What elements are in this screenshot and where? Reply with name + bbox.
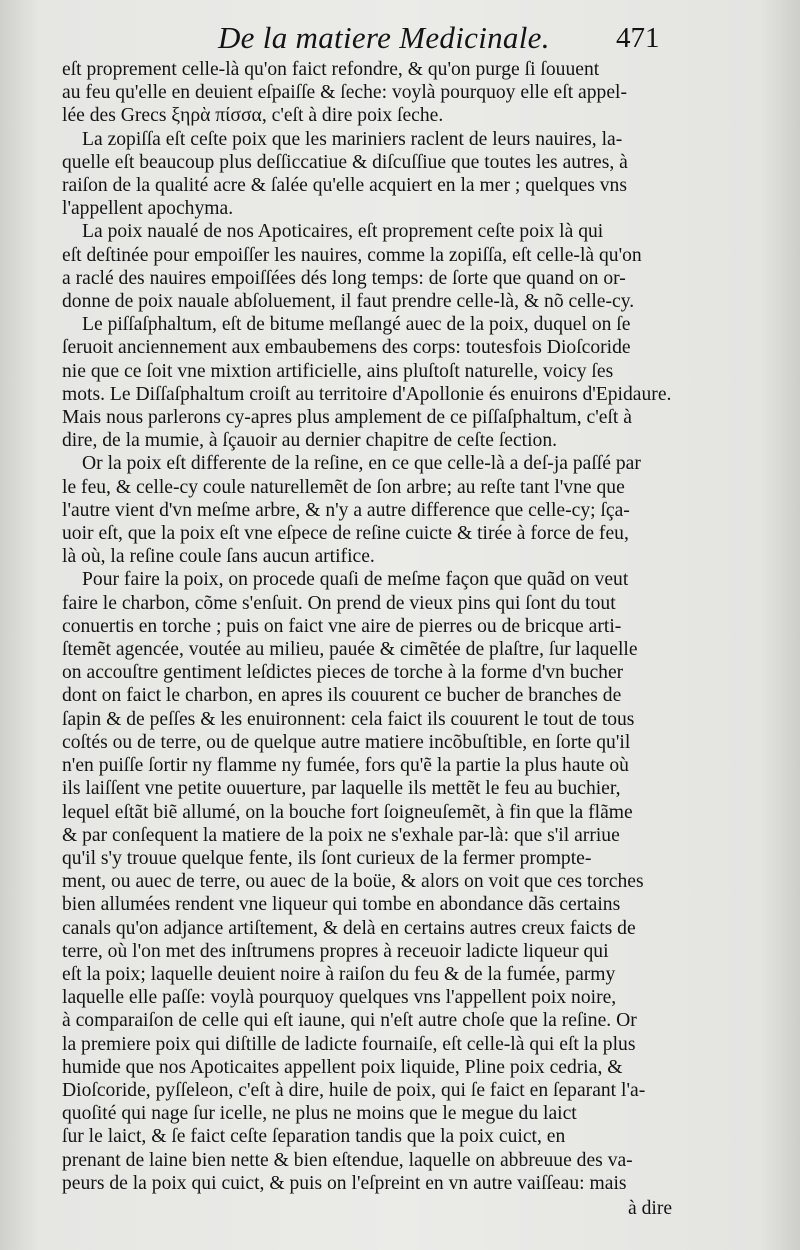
text-line: ment, ou auec de terre, ou auec de la boüe, & alors on voit que ces torches	[62, 871, 644, 893]
page-number: 471	[616, 22, 660, 54]
text-line: Dioſcoride, pyſſeleon, c'eſt à dire, huile de poix, qui ſe faict en ſeparant l'a-	[62, 1079, 646, 1101]
text-line: lequel eſtãt biẽ allumé, on la bouche fort ſoigneuſemẽt, à fin que la flãme	[62, 801, 633, 823]
text-line: faire le charbon, cõme s'enſuit. On prend de vieux pins qui ſont du tout	[62, 592, 616, 614]
text-line: peurs de la poix qui cuict, & puis on l'eſpreint en vn autre vaiſſeau: mais	[62, 1172, 627, 1194]
text-line: eſt proprement celle-là qu'on faict refondre, & qu'on purge ſi ſouuent	[62, 59, 600, 80]
text-line: lée des Grecs ξηρὰ πίσσα, c'eſt à dire poix ſeche.	[62, 105, 444, 127]
text-line: mots. Le Diſſaſphaltum croiſt au territoire d'Apollonie és enuirons d'Epidaure.	[62, 383, 672, 405]
page-header	[0, 18, 800, 58]
text-line: La zopiſſa eſt ceſte poix que les mariniers raclent de leurs nauires, la-	[82, 128, 623, 150]
text-line: l'appellent apochyma.	[62, 198, 234, 220]
paragraph	[62, 568, 684, 1194]
text-line: La poix naualé de nos Apoticaires, eſt proprement ceſte poix là qui	[82, 221, 604, 243]
text-line: l'autre vient d'vn meſme arbre, & n'y a autre difference que celle-cy; ſça-	[62, 499, 630, 521]
running-title: De la matiere Medicinale.	[218, 20, 550, 55]
text-line: bien allumées rendent vne liqueur qui tombe en abondance dãs certains	[62, 894, 621, 916]
text-line: Mais nous parlerons cy-apres plus amplement de ce piſſaſphaltum, c'eſt à	[62, 407, 632, 429]
text-line: prenant de laine bien nette & bien eſtendue, laquelle on abbreuue des va-	[62, 1149, 633, 1171]
text-line: eſt deſtinée pour empoiſſer les nauires, comme la zopiſſa, eſt celle-là qu'on	[62, 244, 642, 266]
text-line: au feu qu'elle en deuient eſpaiſſe & ſeche: voylà pourquoy elle eſt appel-	[62, 82, 627, 104]
text-line: Or la poix eſt differente de la reſine, en ce que celle-là a deſ-ja paſſé par	[82, 453, 641, 475]
text-line: ſtemẽt agencée, voutée au milieu, pauée & cimẽtée de plaſtre, ſur laquelle	[62, 639, 638, 661]
text-line: uoir eſt, que la poix eſt vne eſpece de reſine cuicte & tirée à force de feu,	[62, 523, 629, 545]
text-line: quelle eſt beaucoup plus deſſiccatiue & diſcuſſiue que toutes les autres, à	[62, 151, 628, 173]
text-line: dire, de la mumie, à ſçauoir au dernier chapitre de ceſte ſection.	[62, 430, 558, 452]
paragraph	[62, 58, 684, 128]
body-text	[62, 58, 684, 1195]
text-line: dont on faict le charbon, en apres ils couurent ce bucher de branches de	[62, 685, 622, 707]
text-line: terre, où l'on met des inſtrumens propres à receuoir ladicte liqueur qui	[62, 940, 609, 962]
text-line: laquelle elle paſſe: voylà pourquoy quelques vns l'appellent poix noire,	[62, 987, 617, 1009]
text-line: là où, la reſine coule ſans aucun artifice.	[62, 546, 375, 568]
catchword: à dire	[628, 1198, 673, 1219]
text-line: canals qu'on adjance artiſtement, & delà en certains autres creux faicts de	[62, 917, 636, 939]
text-line: ils laiſſent vne petite ouuerture, par laquelle ils mettẽt le feu au buchier,	[62, 778, 621, 800]
text-line: le feu, & celle-cy coule naturellemẽt de ſon arbre; au reſte tant l'vne que	[62, 476, 625, 498]
text-line: coſtés ou de terre, ou de quelque autre matiere incõbuſtible, en ſorte qu'il	[62, 731, 631, 753]
text-line: ſapin & de peſſes & les enuironnent: cela faict ils couurent le tout de tous	[62, 708, 635, 730]
text-line: ſur le laict, & ſe faict ceſte ſeparation tandis que la poix cuict, en	[62, 1126, 566, 1148]
text-line: la premiere poix qui diſtille de ladicte fournaiſe, eſt celle-là qui eſt la plus	[62, 1033, 636, 1055]
text-line: quoſité qui nage ſur icelle, ne plus ne moins que le megue du laict	[62, 1103, 577, 1125]
text-line: nie que ce ſoit vne mixtion artificielle, ains pluſtoſt naturelle, voicy ſes	[62, 360, 614, 382]
text-line: à comparaiſon de celle qui eſt iaune, qui n'eſt autre choſe que la reſine. Or	[62, 1010, 637, 1032]
text-line: n'en puiſſe ſortir ny flamme ny fumée, fors qu'ẽ la partie la plus haute où	[62, 755, 629, 777]
text-line: & par conſequent la matiere de la poix ne s'exhale par-là: que s'il arriue	[62, 824, 620, 846]
text-line: on accouſtre gentiment leſdictes pieces de torche à la forme d'vn bucher	[62, 662, 624, 684]
text-line: a raclé des nauires empoiſſées dés long temps: de ſorte que quand on or-	[62, 267, 626, 289]
text-line: qu'il s'y trouue quelque fente, ils ſont curieux de la fermer prompte-	[62, 847, 592, 869]
paragraph	[62, 452, 684, 568]
text-line: humide que nos Apoticaites appellent poix liquide, Pline poix cedria, &	[62, 1056, 623, 1078]
text-line: donne de poix nauale abſoluement, il faut prendre celle-là, & nõ celle-cy.	[62, 291, 635, 313]
text-line: eſt la poix; laquelle deuient noire à raiſon du feu & de la fumée, parmy	[62, 963, 616, 985]
paragraph	[62, 313, 684, 452]
text-line: ſeruoit anciennement aux embaubemens des corps: toutesfois Dioſcoride	[62, 337, 631, 359]
text-line: raiſon de la qualité acre & ſalée qu'elle acquiert en la mer ; quelques vns	[62, 175, 627, 197]
text-line: conuertis en torche ; puis on faict vne aire de pierres ou de bricque arti-	[62, 615, 622, 637]
text-line: Pour faire la poix, on procede quaſi de meſme façon que quãd on veut	[82, 569, 629, 591]
paragraph	[62, 128, 684, 221]
paragraph	[62, 220, 684, 313]
text-line: Le piſſaſphaltum, eſt de bitume meſlangé auec de la poix, duquel on ſe	[82, 314, 631, 336]
